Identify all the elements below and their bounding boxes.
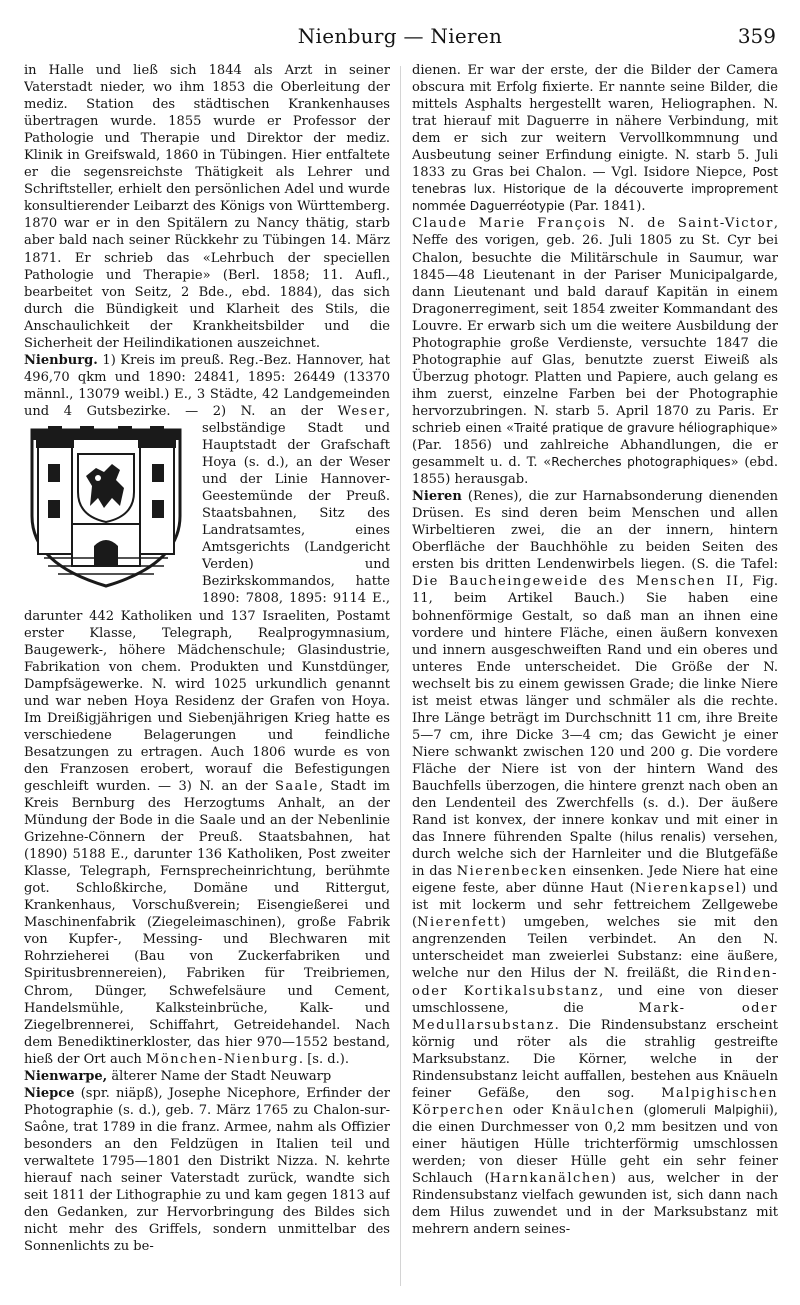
claude-end-text: » (ebd. 1855) herausgab.	[412, 455, 778, 488]
moenchen-tail-text: . [s. d.).	[298, 1051, 350, 1067]
lemma-nieren: Nieren	[412, 489, 462, 505]
term-marksubstanz: Mark- oder Medullarsubstanz	[412, 1000, 778, 1033]
term-harnkanaelchen: Harnkanälchen	[489, 1171, 611, 1187]
term-malpighi: Malpighischen Körperchen	[412, 1085, 778, 1118]
latin-term-text: glomeruli Malpighii	[648, 1102, 769, 1117]
lemma-nienwarpe: Nienwarpe,	[24, 1068, 108, 1084]
nieren-text: (	[635, 1102, 649, 1118]
term-knaeulchen: Knäulchen	[551, 1102, 636, 1118]
column-divider	[400, 66, 401, 1286]
entry-claude-niepce	[412, 215, 778, 488]
nieren-text: ) aus, welcher in der Rindensubstanz vielfach gewunden ist, sich dann nach dem Hilus zuwendet und in der Marksubstanz mit mehrern andern seines-	[412, 1171, 778, 1238]
page-header	[20, 22, 780, 56]
term-rindensubstanz: Rinden- oder Kortikalsubstanz	[412, 966, 778, 999]
latin-title-text: Post tenebras lux. Historique de la découverte improprement nommée Daguerréotypie	[412, 165, 778, 214]
latin-title-text: Traité pratique de gravure héliographique	[514, 420, 771, 435]
page-number: 359	[737, 24, 776, 48]
nieren-text: oder	[504, 1102, 552, 1118]
nienburg-coat-of-arms-icon	[24, 424, 194, 592]
left-column	[24, 62, 390, 1287]
nienburg-saale-text: , Stadt im Kreis Bernburg des Herzogtums Anhalt, an der Mündung der Bode in die Saale und an der Nebenlinie Grizehne-Cönnern der Preuß. Staatsbahnen, hat (1890) 5188 E., darunter 136 Katholiken, Post zweiter Klasse, Telegraph, Fernsprecheinrichtung, berühmte got. Schloßkirche, Domäne und Rittergut, Krankenhaus, Vorschußverein; Eisengießerei und Maschinenfabrik (Ziegeleimaschinen), große Fabrik von Kupfer-, Messing- und Blechwaren mit Rohrzieherei (Bau von Zuckerfabriken und Spiritusbrennereien), Fabriken für Treibriemen, Chrom, Dünger, Schwefelsäure und Cement, Handelsmühle, Kalksteinbrüche, Kalk- und Ziegelbrennerei, Schiffahrt, Getreidehandel. Nach dem Benediktinerkloster, das hier 970—1552 bestand, hieß der Ort auch	[24, 778, 390, 1067]
claude-text: , Neffe des vorigen, geb. 26. Juli 1805 zu St. Cyr bei Chalon, besuchte die Militärschule in Saumur, war 1845—48 Lieutenant in der Pariser Municipalgarde, dann Lieutenant und bald darauf Kapitän in einem Dragonerregiment, seit 1854 zweiter Kommandant des Louvre. Er erwarb sich um die weitere Ausbildung der Photographie große Verdienste, versuchte 1847 die Photographie auf Glas, benutzte zuerst Eiweiß als Überzug photogr. Platten und Papiere, auch gelang es ihm zuerst, einzelne Farben bei der Photographie hervorzubringen. N. starb 5. April 1870 zu Paris. Er schrieb einen «	[412, 216, 778, 436]
entry-nienwarpe	[24, 1068, 390, 1085]
nienburg-stadt-text: , selbständige Stadt und Hauptstadt der Grafschaft Hoya (s. d.), an der Weser und der Linie Hannover-Geestemünde der Preuß. Staatsbahnen, Sitz des Landratsamtes, eines Amtsgerichts (Landgericht Verden) und Bezirkskommandos, hatte 1890: 7808, 1895: 9114 E., darunter 442 Katholiken und 137 Israeliten, Postamt erster Klasse, Telegraph, Realprogymnasium, Baugewerk-, höhere Mädchenschule; Glasindustrie, Fabrikation von chem. Produkten und Kunstdünger, Dampfsägewerke. N. wird 1025 urkundlich genannt und war neben Hoya Residenz der Grafen von Hoya. Im Dreißigjährigen und Siebenjährigen Krieg hatte es verschiedene Belagerungen und feindliche Besatzungen zu ertragen. Auch 1806 wurde es von den Franzosen erobert, worauf die Befestigungen geschleift wurden. — 3) N. an der	[24, 403, 390, 794]
nienburg-intro-text: 1) Kreis im preuß. Reg.-Bez. Hannover, hat 496,70 qkm und 1890: 24841, 1895: 26449 (13370 männl., 13079 weibl.) E., 3 Städte, 42 Landgemeinden und 4 Gutsbezirke. — 2) N. an der	[24, 352, 390, 419]
tafel-reference-text: Die Baucheingeweide des Menschen II	[412, 574, 740, 590]
nieren-text: , und eine von dieser umschlossene, die	[412, 983, 778, 1016]
running-head: Nienburg — Nieren	[297, 24, 503, 48]
lemma-claude-niepce: Claude Marie François N. de Saint-Victor	[412, 216, 774, 232]
paragraph-text: in Halle und ließ sich 1844 als Arzt in seiner Vaterstadt nieder, wo ihm 1853 die Oberleitung der mediz. Station des städtischen Krankenhauses übertragen wurde. 1855 wurde er Professor der Pathologie und Therapie und Direktor der mediz. Klinik in Greifswald, 1860 in Tübingen. Hier entfaltete er die segensreichste Thätigkeit als Lehrer und Schriftsteller, erhielt den persönlichen Adel und wurde konsultierender Leibarzt des Königs von Württemberg. 1870 war er in den Spitälern zu Nancy thätig, starb aber bald nach seiner Rückkehr zu Tübingen 14. März 1871. Er schrieb das «Lehrbuch der speciellen Pathologie und Therapie» (Berl. 1858; 11. Aufl., bearbeitet von Seitz, 2 Bde., ebd. 1884), das sich durch die Bündigkeit und Klarheit des Stils, die Anschaulichkeit der Krankheitsbilder und die Sicherheit der Heilindikationen auszeichnet.	[24, 63, 390, 351]
niepce-text: (spr. niäpß), Josephe Nicephore, Erfinder der Photographie (s. d.), geb. 7. März 1765 zu Chalon-sur-Saône, trat 1789 in die franz. Armee, nahm als Offizier besonders an den Feldzügen in Italien teil und verwaltete 1795—1801 den Distrikt Nizza. N. kehrte hierauf nach seiner Vaterstadt zurück, wandte sich seit 1811 der Lithographie zu und kam gegen 1813 auf den Gedanken, zur Hervorbringung des Bildes sich nicht mehr des Griffels, sondern unmittelbar des Sonnenlichts zu be-	[24, 1085, 390, 1255]
nieren-text: ), die einen Durchmesser von 0,2 mm besitzen und von einer häutigen Hülle trichterförmig umschlossen werden; von dieser Hülle geht ein sehr feiner Schlauch (	[412, 1102, 778, 1187]
moenchen-spaced-text: Mönchen-Nienburg	[145, 1051, 299, 1067]
latin-title-text: Recherches photographiques	[551, 455, 731, 470]
lemma-niepce: Niepce	[24, 1085, 75, 1101]
saale-spaced-text: Saale	[274, 778, 319, 794]
nieren-text: ) versehen, durch welche sich der Harnleiter und die Blutgefäße in das	[412, 830, 778, 880]
entry-nieren	[412, 488, 778, 1238]
paragraph-text: dienen. Er war der erste, der die Bilder der Camera obscura mit Erfolg fixierte. Er nannte seine Bilder, die mittels Asphalts hergestellt waren, Heliographen. N. trat hierauf mit Daguerre in nähere Verbindung, mit dem er sich zur weitern Vervollkommnung und Ausbeutung seiner Erfindung einigte. N. starb 5. Juli 1833 zu Gras bei Chalon. — Vgl. Isidore Niepce,	[412, 63, 778, 181]
term-nierenkapsel: Nierenkapsel	[634, 881, 742, 897]
latin-term-text: hilus renalis	[624, 830, 701, 845]
weser-spaced-text: Weser	[337, 403, 386, 419]
nieren-text: einsenken. Jede Niere hat eine eigene feste, aber dünne Haut (	[412, 864, 778, 897]
claude-mid-text: » (Par. 1856) und zahlreiche Abhandlungen, die er gesammelt u. d. T. «	[412, 420, 778, 471]
nieren-text: . Die Rindensubstanz erscheint körnig und röter als die strahlig gestreifte Marksubstanz. Die Körner, welche in der Rindensubstanz leicht auffallen, bestehen aus Knäueln feiner Gefäße, den sog.	[412, 1017, 778, 1101]
entry-nienburg	[24, 352, 390, 1068]
nieren-text: (Renes), die zur Harnabsonderung dienenden Drüsen. Es sind deren beim Menschen und allen Wirbeltieren zwei, die an der innern, hintern Oberfläche der Bauchhöhle zu beiden Seiten des ersten bis dritten Lendenwirbels liegen. (S. die Tafel:	[412, 489, 778, 573]
niepce-continuation	[412, 62, 778, 215]
nienwarpe-text: älterer Name der Stadt Neuwarp	[107, 1068, 332, 1084]
nieren-text: , Fig. 11, beim Artikel Bauch.) Sie haben eine bohnenförmige Gestalt, so daß man an ihnen eine vordere und hintere Fläche, einen äußern konvexen und innern ausgeschweiften Rand und ein oberes und unteres Ende unterscheidet. Die Größe der N. wechselt bis zu einem gewissen Grade; die linke Niere ist meist etwas länger und schmäler als die rechte. Ihre Länge beträgt im Durchschnitt 11 cm, ihre Breite 5—7 cm, ihre Dicke 3—4 cm; das Gewicht je einer Niere schwankt zwischen 120 und 200 g. Die vordere Fläche der Niere ist von der hintern Wand des Bauchfells überzogen, die hintere grenzt nach oben an den Lendenteil des Zwerchfells (s. d.). Der äußere Rand ist konvex, der innere konkav und mit einer in das Innere führenden Spalte (	[412, 574, 778, 846]
right-column	[412, 62, 778, 1287]
nieren-text: ) und ist mit lockerm und sehr fettreichem Zellgewebe (	[412, 881, 778, 931]
paragraph-text: (Par. 1841).	[564, 199, 646, 215]
term-nierenfett: Nierenfett	[417, 915, 501, 931]
nieren-text: ) umgeben, welches sie mit den angrenzenden Teilen verbindet. An den N. unterscheidet man zweierlei Substanz: eine äußere, welche nur den Hilus der N. freiläßt, die	[412, 915, 778, 982]
term-nierenbecken: Nierenbecken	[456, 864, 568, 880]
niemeyer-continuation	[24, 62, 390, 352]
lemma-nienburg: Nienburg.	[24, 352, 98, 368]
entry-niepce	[24, 1085, 390, 1255]
